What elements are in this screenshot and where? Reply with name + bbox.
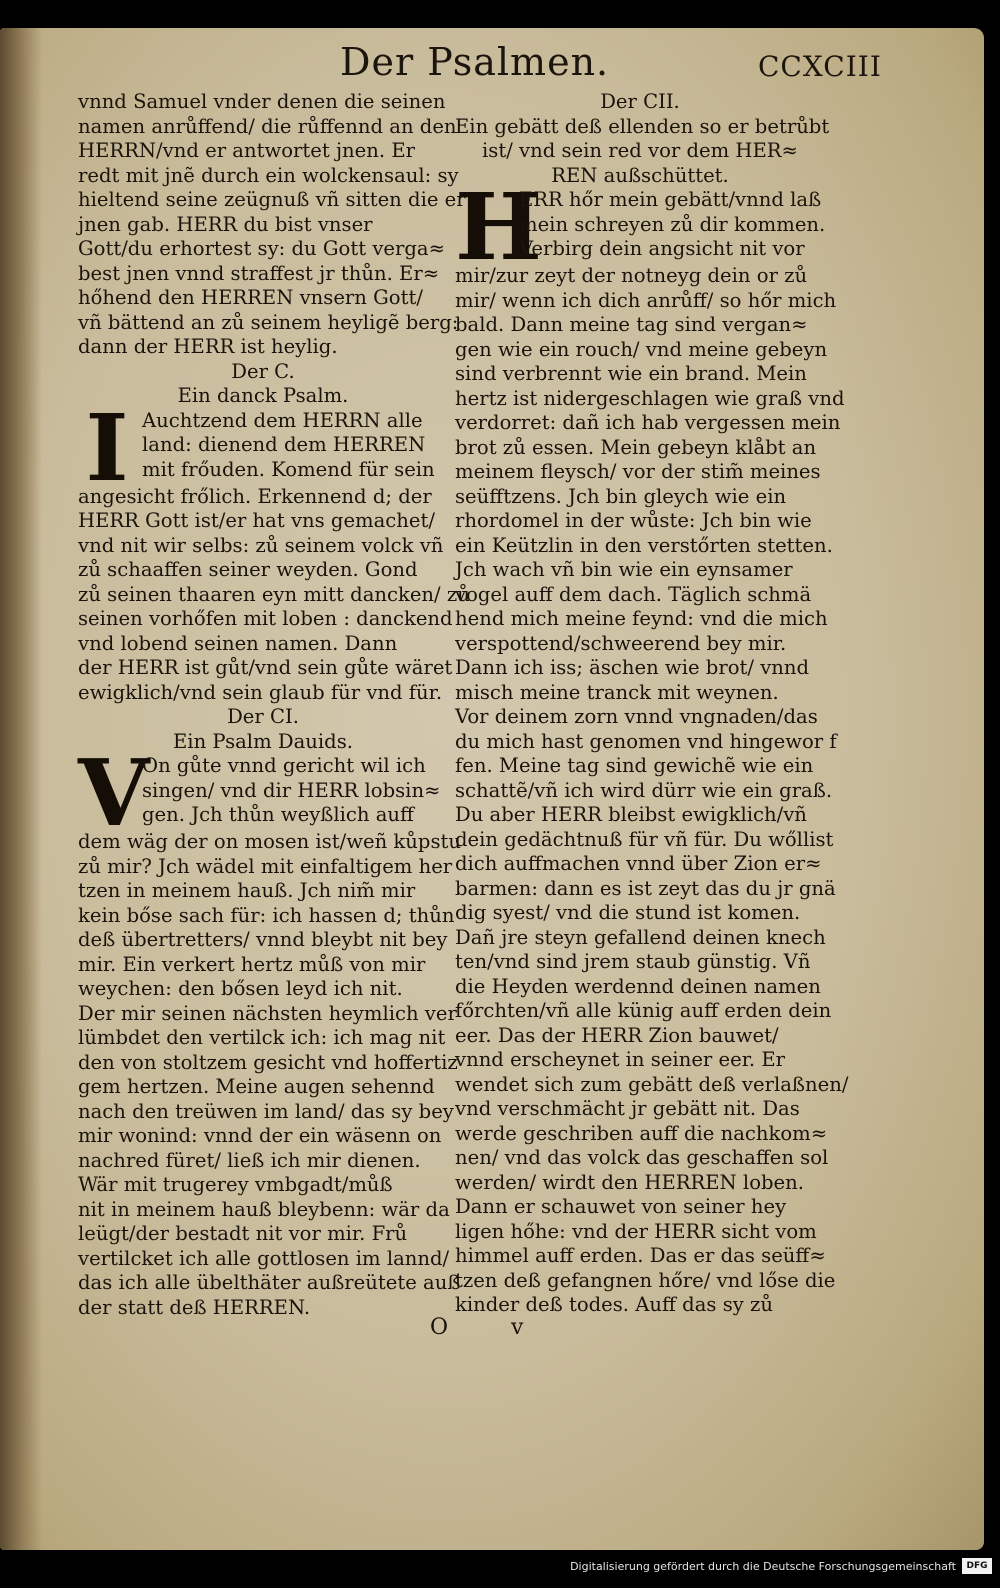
text-line: gen wie ein rouch/ vnd meine gebeyn [455, 337, 828, 361]
text-line: misch meine tranck mit weynen. [455, 680, 779, 704]
text-line: kinder deß todes. Auff das sy zů [455, 1293, 773, 1316]
text-line: hőhend den HERREN vnsern Gott/ [78, 286, 423, 309]
text-line: eer. Das der HERR Zion bauwet/ [455, 1023, 779, 1047]
dfg-logo: DFG [962, 1558, 992, 1574]
text-line: ewigklich/vnd sein glaub für vnd für. [78, 680, 443, 704]
text-line: nen/ vnd das volck das geschaffen sol [455, 1146, 829, 1169]
psalm-ci-heading: Der CI. [227, 705, 299, 728]
text-line: vnd lobend seinen namen. Dann [78, 631, 398, 655]
text-line: Auchtzend dem HERRN alle [142, 408, 423, 432]
text-line: weychen: den bősen leyd ich nit. [78, 977, 403, 1000]
text-line: ligen hőhe: vnd der HERR sicht vom [455, 1219, 817, 1243]
text-line: meinem fleysch/ vor der stim̃ meines [455, 460, 821, 483]
text-line: verdorret: dañ ich hab vergessen mein [455, 411, 841, 434]
text-line: himmel auff erden. Das er das seüff≈ [455, 1244, 826, 1267]
text-line: vnd verschmächt jr gebätt nit. Das [455, 1097, 800, 1120]
psalm-c-subtitle: Ein danck Psalm. [177, 384, 349, 407]
text-line: best jnen vnnd straffest jr thůn. Er≈ [78, 261, 440, 285]
text-line: vertilcket ich alle gottlosen im lannd/ [78, 1246, 450, 1270]
text-line: nachred füret/ ließ ich mir dienen. [78, 1148, 421, 1172]
psalm-c-heading: Der C. [231, 359, 295, 383]
text-line: dann der HERR ist heylig. [78, 335, 338, 358]
text-line: singen/ vnd dir HERR lobsin≈ [142, 778, 441, 802]
text-line: zů mir? Jch wädel mit einfaltigem her [78, 854, 453, 878]
text-line: leügt/der bestadt nit vor mir. Frů [78, 1222, 408, 1245]
text-line: On gůte vnnd gericht wil ich [142, 754, 426, 777]
text-line: Dañ jre steyn gefallend deinen knech [455, 925, 826, 949]
text-line: ist/ vnd sein red vor dem HER≈ [482, 139, 798, 162]
text-line: nach den treüwen im land/ das sy bey [78, 1099, 454, 1123]
text-line: mir. Ein verkert hertz můß von mir [78, 952, 426, 976]
text-line: der HERR ist gůt/vnd sein gůte wäret [78, 656, 453, 679]
page-gutter-shadow [0, 28, 42, 1550]
text-line: gem hertzen. Meine augen sehennd [78, 1075, 435, 1098]
text-line: vnnd Samuel vnder denen die seinen [78, 90, 446, 113]
text-line: die Heyden werdennd deinen namen [455, 974, 821, 998]
digitization-credit: Digitalisierung gefördert durch die Deutsche Forschungsgemeinschaft [570, 1560, 956, 1573]
text-line: Du aber HERR bleibst ewigklich/vñ [455, 803, 807, 826]
text-line: du mich hast genomen vnd hingewor f [455, 729, 837, 753]
text-line: mein schreyen zů dir kommen. [519, 212, 826, 236]
text-line: seinen vorhőfen mit loben : danckend [78, 607, 453, 630]
text-line: seüfftzens. Jch bin gleych wie ein [455, 484, 787, 508]
right-column [455, 90, 849, 1318]
psalm-cii-initial-letter: H [455, 173, 542, 281]
text-line: Dann ich iss; äschen wie brot/ vnnd [455, 656, 810, 679]
text-line: mit frőuden. Komend für sein [142, 457, 435, 481]
text-line: tzen in meinem hauß. Jch nim̃ mir [78, 879, 416, 902]
text-line: verspottend/schweerend bey mir. [455, 631, 787, 655]
text-line: sind verbrennt wie ein brand. Mein [455, 362, 807, 385]
text-line: werde geschriben auff die nachkom≈ [455, 1121, 828, 1145]
text-line: das ich alle übelthäter außreütete auß [78, 1271, 461, 1294]
text-line: schattẽ/vñ ich wird dürr wie ein graß. [455, 778, 833, 802]
text-line: Der mir seinen nächsten heymlich ver [78, 1001, 457, 1025]
text-line: Ein gebätt deß ellenden so er betrůbt [455, 114, 830, 138]
text-line: jnen gab. HERR du bist vnser [78, 212, 373, 236]
text-line: namen anrůffend/ die růffennd an den [78, 114, 457, 138]
text-line: dem wäg der on mosen ist/weñ kůpstu [78, 830, 462, 853]
text-line: wendet sich zum gebätt deß verlaßnen/ [455, 1072, 849, 1096]
text-line: gen. Jch thůn weyßlich auff [142, 803, 414, 826]
signature-mark: O v [430, 1315, 552, 1340]
text-line: dig syest/ vnd die stund ist komen. [455, 901, 801, 924]
text-line: vnnd erscheynet in seiner eer. Er [455, 1048, 786, 1071]
text-line: kein bőse sach für: ich hassen d; thůn [78, 903, 455, 927]
text-line: HERRN/vnd er antwortet jnen. Er [78, 139, 416, 162]
left-column [78, 90, 470, 1320]
text-line: Dann er schauwet von seiner hey [455, 1195, 787, 1218]
text-line: vogel auff dem dach. Täglich schmä [455, 582, 812, 606]
text-line: zů seinen thaaren eyn mitt dancken/ zů [78, 582, 470, 606]
text-line: zů schaaffen seiner weyden. Gond [78, 558, 418, 581]
psalm-c-initial-letter: I [85, 393, 129, 502]
psalm-ci-subtitle: Ein Psalm Dauids. [173, 729, 353, 753]
text-line: ten/vnd sind jrem staub günstig. Vñ [455, 950, 811, 973]
psalm-cii-body [455, 264, 849, 1318]
text-line: ERR hőr mein gebätt/vnnd laß [519, 188, 822, 211]
text-line: hend mich meine feynd: vnd die mich [455, 607, 828, 630]
text-line: Jch wach vñ bin wie ein eynsamer [455, 558, 793, 581]
text-line: mir/ wenn ich dich anrůff/ so hőr mich [455, 288, 837, 312]
text-line: hertz ist nidergeschlagen wie graß vnd [455, 386, 845, 410]
text-line: mir/zur zeyt der notneyg dein or zů [455, 264, 808, 287]
text-line: bald. Dann meine tag sind vergan≈ [455, 313, 808, 336]
text-line: mir wonind: vnnd der ein wäsenn on [78, 1124, 442, 1147]
text-line: deß übertretters/ vnnd bleybt nit bey [78, 928, 448, 951]
text-line: HERR Gott ist/er hat vns gemachet/ [78, 509, 435, 532]
psalm-xcix-ending [78, 90, 466, 360]
text-line: Wär mit trugerey vmbgadt/můß [78, 1173, 393, 1196]
text-line: főrchten/vñ alle künig auff erden dein [455, 999, 832, 1022]
folio-number: CCXCIII [758, 50, 882, 83]
book-page [0, 28, 984, 1550]
psalm-c-body [78, 484, 470, 706]
text-line: nit in meinem hauß bleybenn: wär da [78, 1197, 450, 1221]
text-line: Verbirg dein angsicht nit vor [519, 237, 805, 260]
text-line: Gott/du erhortest sy: du Gott verga≈ [78, 237, 446, 260]
text-line: rhordomel in der wůste: Jch bin wie [455, 509, 812, 532]
text-line: barmen: dann es ist zeyt das du jr gnä [455, 876, 836, 900]
psalm-cii-heading: Der CII. [600, 90, 680, 113]
text-line: brot zů essen. Mein gebeyn klåbt an [455, 435, 817, 459]
text-line: dich auffmachen vnnd über Zion er≈ [455, 852, 822, 875]
text-line: der statt deß HERREN. [78, 1295, 311, 1319]
text-line: angesicht frőlich. Erkennend d; der [78, 484, 432, 508]
text-line: vnd nit wir selbs: zů seinem volck vñ [78, 533, 444, 557]
text-line: lümbdet den vertilck ich: ich mag nit [78, 1026, 446, 1049]
text-line: fen. Meine tag sind gewichẽ wie ein [455, 754, 814, 777]
text-line: werden/ wirdt den HERREN loben. [455, 1170, 804, 1194]
text-line: tzen deß gefangnen hőre/ vnd lőse die [455, 1268, 836, 1292]
text-line: land: dienend dem HERREN [142, 433, 426, 456]
text-line: vñ bättend an zů seinem heyligẽ berg: [78, 310, 459, 334]
text-line: ein Keützlin in den verstőrten stetten. [455, 533, 833, 557]
text-line: dein gedächtnuß für vñ für. Du wőllist [455, 827, 834, 851]
psalm-ci-body [78, 830, 462, 1320]
psalm-ci-initial-letter: V [78, 739, 150, 847]
text-line: redt mit jnẽ durch ein wolckensaul: sy [78, 163, 459, 187]
text-line: REN außschüttet. [551, 163, 729, 187]
text-line: den von stoltzem gesicht vnd hoffertiz [78, 1050, 458, 1074]
running-title: Der Psalmen. [340, 40, 610, 84]
text-line: hieltend seine zeügnuß vñ sitten die er [78, 188, 466, 211]
text-line: Vor deinem zorn vnnd vngnaden/das [455, 705, 818, 728]
